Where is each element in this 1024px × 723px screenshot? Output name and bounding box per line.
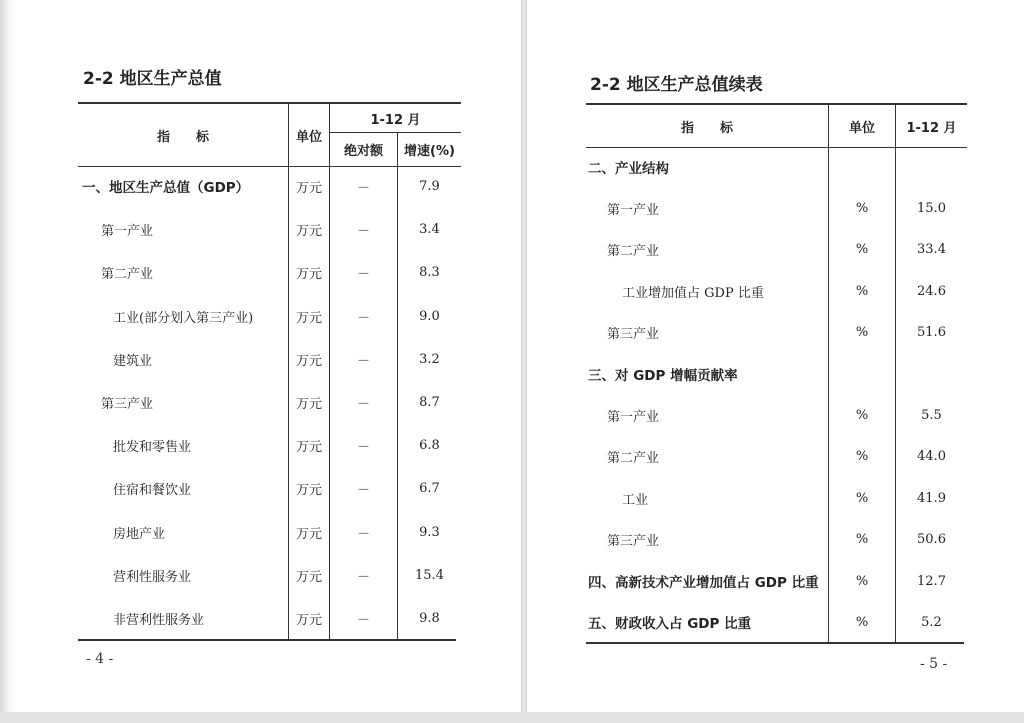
left-row-unit: 万元	[295, 439, 322, 455]
left-page-number: - 4 -	[86, 651, 114, 667]
left-header-growth: 增速(%)	[404, 144, 455, 159]
left-row-unit: 万元	[295, 482, 322, 498]
left-row-growth: 9.8	[419, 610, 440, 626]
right-row-label: 第二产业	[607, 243, 660, 259]
left-row-growth: 15.4	[415, 567, 444, 583]
left-row-absolute: －	[356, 396, 370, 412]
right-row-unit: %	[855, 407, 869, 423]
left-row-absolute: －	[356, 266, 370, 282]
left-row-unit: 万元	[295, 569, 322, 585]
left-row-absolute: －	[356, 482, 370, 498]
left-row-growth: 9.3	[419, 524, 440, 540]
right-row-value: 51.6	[917, 324, 946, 340]
left-row-unit: 万元	[295, 353, 322, 369]
right-row-label: 第一产业	[607, 409, 660, 425]
book-gutter	[521, 0, 527, 715]
left-row-unit: 万元	[295, 396, 322, 412]
right-row-value: 50.6	[917, 531, 946, 547]
right-row-unit	[829, 155, 895, 179]
left-row-unit: 万元	[295, 180, 322, 196]
right-page-title: 2-2 地区生产总值续表	[590, 75, 763, 95]
left-row-growth: 7.9	[419, 178, 440, 194]
left-row-label: 非营利性服务业	[113, 612, 205, 628]
right-row-value: 5.2	[921, 614, 942, 630]
left-table-header-rule	[78, 166, 461, 167]
right-row-unit: %	[855, 241, 869, 257]
right-row-label: 三、对 GDP 增幅贡献率	[588, 368, 738, 384]
left-row-absolute: －	[356, 612, 370, 628]
left-row-label: 第三产业	[101, 396, 154, 412]
right-row-label: 二、产业结构	[588, 161, 669, 177]
right-table-bottom-rule	[586, 642, 964, 644]
right-row-value: 33.4	[917, 241, 946, 257]
right-row-value: 41.9	[917, 490, 946, 506]
left-row-label: 第一产业	[101, 223, 154, 239]
right-row-label: 工业增加值占 GDP 比重	[622, 285, 764, 301]
right-row-value: 44.0	[917, 448, 946, 464]
right-row-unit: %	[855, 531, 869, 547]
left-row-growth: 8.3	[419, 264, 440, 280]
right-row-value: 5.5	[921, 407, 942, 423]
left-row-absolute: －	[356, 439, 370, 455]
page-edge-shadow	[0, 0, 16, 715]
left-row-unit: 万元	[295, 310, 322, 326]
right-row-value	[896, 155, 967, 179]
left-row-unit: 万元	[295, 612, 322, 628]
left-row-label: 住宿和餐饮业	[113, 482, 192, 498]
left-row-absolute: －	[356, 569, 370, 585]
left-row-absolute: －	[356, 223, 370, 239]
right-row-unit: %	[855, 200, 869, 216]
right-row-label: 第一产业	[607, 202, 660, 218]
right-header-unit: 单位	[848, 120, 875, 136]
left-row-absolute: －	[356, 310, 370, 326]
left-header-period: 1-12 月	[370, 112, 421, 128]
right-row-unit	[829, 362, 895, 386]
right-row-label: 工业	[622, 492, 649, 508]
left-row-growth: 8.7	[419, 394, 440, 410]
left-header-absolute: 绝对额	[343, 144, 383, 159]
left-row-label: 营利性服务业	[113, 569, 192, 585]
right-row-value: 15.0	[917, 200, 946, 216]
left-row-unit: 万元	[295, 223, 322, 239]
right-row-value: 12.7	[917, 573, 946, 589]
left-header-indicator: 指 标	[156, 129, 209, 145]
left-row-label: 批发和零售业	[113, 439, 192, 455]
left-row-unit: 万元	[295, 526, 322, 542]
scan-bottom-strip	[0, 712, 1024, 723]
right-header-indicator: 指 标	[680, 120, 733, 136]
left-row-growth: 9.0	[419, 308, 440, 324]
left-row-unit: 万元	[295, 266, 322, 282]
left-header-unit: 单位	[295, 129, 322, 145]
right-page-number: - 5 -	[920, 656, 948, 672]
right-row-unit: %	[855, 283, 869, 299]
right-row-label: 四、高新技术产业增加值占 GDP 比重	[588, 575, 819, 591]
left-row-label: 一、地区生产总值（GDP）	[82, 180, 250, 196]
right-row-value: 24.6	[917, 283, 946, 299]
left-row-growth: 3.4	[419, 221, 440, 237]
right-row-label: 第二产业	[607, 450, 660, 466]
left-table-bottom-rule	[78, 639, 456, 641]
right-row-value	[896, 362, 967, 386]
right-row-unit: %	[855, 614, 869, 630]
left-row-label: 建筑业	[113, 353, 153, 369]
right-row-unit: %	[855, 324, 869, 340]
right-row-unit: %	[855, 448, 869, 464]
right-row-label: 第三产业	[607, 326, 660, 342]
left-page-title: 2-2 地区生产总值	[83, 69, 222, 89]
left-row-growth: 6.8	[419, 437, 440, 453]
left-row-label: 房地产业	[113, 526, 166, 542]
right-table-header-rule	[586, 147, 967, 148]
left-row-absolute: －	[356, 180, 370, 196]
right-row-label: 五、财政收入占 GDP 比重	[588, 616, 752, 632]
left-row-absolute: －	[356, 526, 370, 542]
right-row-label: 第三产业	[607, 533, 660, 549]
right-header-period: 1-12 月	[906, 120, 957, 136]
left-row-growth: 6.7	[419, 480, 440, 496]
right-row-unit: %	[855, 573, 869, 589]
right-row-unit: %	[855, 490, 869, 506]
left-row-label: 工业(部分划入第三产业)	[113, 310, 254, 326]
left-row-absolute: －	[356, 353, 370, 369]
left-row-growth: 3.2	[419, 351, 440, 367]
left-row-label: 第二产业	[101, 266, 154, 282]
